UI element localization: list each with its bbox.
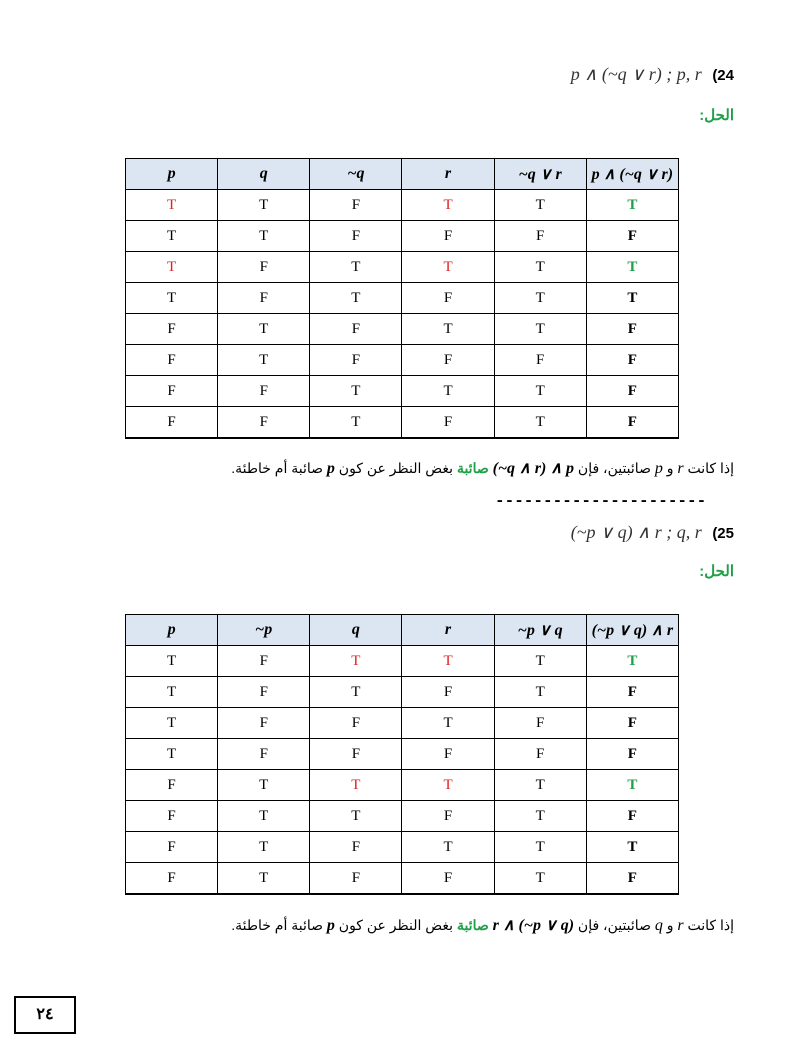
table-cell: F	[126, 863, 218, 895]
page-number: ٢٤	[14, 996, 76, 1034]
table-cell: F	[218, 739, 310, 770]
table-cell: F	[402, 739, 494, 770]
problem-24-conclusion	[74, 458, 734, 478]
table-row	[126, 314, 679, 345]
table-cell: F	[218, 376, 310, 407]
table-cell: T	[310, 252, 402, 283]
conclusion-text: صائبة أم خاطئة.	[231, 460, 324, 476]
table-cell: F	[310, 190, 402, 221]
table-cell: T	[402, 708, 494, 739]
table-cell: T	[494, 801, 586, 832]
table-cell: F	[218, 283, 310, 314]
column-header: ~p ∨ q	[494, 615, 586, 646]
table-cell: F	[126, 376, 218, 407]
column-header: q	[218, 159, 310, 190]
table-cell: T	[126, 221, 218, 252]
problem-25-solution-label: الحل:	[699, 563, 734, 580]
table-cell: T	[494, 832, 586, 863]
table-row	[126, 708, 679, 739]
table-row	[126, 646, 679, 677]
column-header: ~q ∨ r	[494, 159, 586, 190]
column-header: p	[126, 615, 218, 646]
table-cell: F	[494, 739, 586, 770]
conclusion-var: p	[326, 917, 335, 934]
table-cell: T	[494, 283, 586, 314]
table-cell: F	[310, 739, 402, 770]
table-cell: F	[310, 832, 402, 863]
table-cell: F	[402, 677, 494, 708]
table-cell: F	[586, 708, 678, 739]
column-header: p ∧ (~q ∨ r)	[586, 159, 678, 190]
table-cell: F	[586, 739, 678, 770]
table-cell: F	[586, 863, 678, 895]
table-cell: T	[126, 646, 218, 677]
separator-line: ----------------------	[495, 492, 707, 510]
table-cell: F	[126, 345, 218, 376]
table-cell: F	[126, 801, 218, 832]
table-cell: T	[494, 314, 586, 345]
table-cell: F	[494, 708, 586, 739]
problem-24-statement	[571, 64, 734, 85]
column-header: q	[310, 615, 402, 646]
table-row	[126, 221, 679, 252]
table-header-row	[126, 615, 679, 646]
table-cell: T	[310, 677, 402, 708]
table-cell: F	[494, 345, 586, 376]
table-row	[126, 677, 679, 708]
table-cell: T	[402, 832, 494, 863]
column-header: r	[402, 615, 494, 646]
table-cell: F	[402, 283, 494, 314]
table-cell: T	[126, 677, 218, 708]
table-row	[126, 190, 679, 221]
table-cell: T	[586, 770, 678, 801]
table-cell: T	[586, 283, 678, 314]
table-cell: T	[494, 190, 586, 221]
table-cell: T	[126, 190, 218, 221]
conclusion-text: إذا كانت	[687, 460, 734, 476]
conclusion-text: و	[666, 460, 674, 476]
table-cell: F	[586, 801, 678, 832]
table-cell: T	[494, 863, 586, 895]
table-row	[126, 832, 679, 863]
table-cell: F	[494, 221, 586, 252]
conclusion-text: صائبتين، فإن	[577, 917, 651, 933]
table-cell: F	[218, 252, 310, 283]
conclusion-highlight: صائبة	[456, 460, 489, 476]
table-cell: T	[586, 832, 678, 863]
table-cell: T	[218, 190, 310, 221]
table-cell: F	[402, 801, 494, 832]
truth-table-24	[125, 158, 679, 439]
table-cell: F	[310, 708, 402, 739]
table-cell: F	[218, 407, 310, 439]
table-cell: T	[126, 708, 218, 739]
table-cell: T	[310, 376, 402, 407]
table-cell: T	[126, 283, 218, 314]
conclusion-var: r	[677, 917, 684, 934]
table-cell: T	[494, 407, 586, 439]
table-cell: T	[218, 221, 310, 252]
conclusion-var: r	[677, 460, 684, 477]
table-cell: T	[402, 770, 494, 801]
table-cell: T	[218, 863, 310, 895]
table-cell: T	[218, 801, 310, 832]
truth-table-25	[125, 614, 679, 895]
table-cell: T	[126, 252, 218, 283]
table-header-row	[126, 159, 679, 190]
table-row	[126, 407, 679, 439]
column-header: ~p	[218, 615, 310, 646]
column-header: (~p ∨ q) ∧ r	[586, 615, 678, 646]
problem-24-number: (24	[712, 67, 734, 84]
table-row	[126, 863, 679, 895]
table-cell: F	[310, 221, 402, 252]
column-header: r	[402, 159, 494, 190]
table-cell: T	[218, 832, 310, 863]
problem-25-expression: (~p ∨ q) ∧ r ; q, r	[570, 522, 702, 542]
problem-24-expression: p ∧ (~q ∨ r) ; p, r	[570, 64, 702, 84]
table-cell: T	[402, 190, 494, 221]
table-cell: T	[586, 646, 678, 677]
table-cell: F	[218, 646, 310, 677]
table-row	[126, 283, 679, 314]
table-cell: T	[494, 677, 586, 708]
table-cell: F	[126, 770, 218, 801]
table-cell: T	[310, 646, 402, 677]
table-cell: T	[402, 646, 494, 677]
table-cell: F	[310, 863, 402, 895]
problem-25-number: (25	[712, 525, 734, 542]
table-cell: F	[126, 407, 218, 439]
conclusion-var: q	[654, 917, 663, 934]
conclusion-text: إذا كانت	[687, 917, 734, 933]
conclusion-text: صائبة أم خاطئة.	[231, 917, 324, 933]
conclusion-var: p	[654, 460, 663, 477]
table-row	[126, 770, 679, 801]
table-cell: T	[494, 770, 586, 801]
table-cell: F	[218, 677, 310, 708]
problem-24-solution-label: الحل:	[699, 107, 734, 124]
table-row	[126, 801, 679, 832]
table-cell: F	[126, 314, 218, 345]
table-cell: T	[310, 283, 402, 314]
conclusion-text: صائبتين، فإن	[577, 460, 651, 476]
table-cell: F	[310, 345, 402, 376]
table-cell: T	[218, 345, 310, 376]
table-cell: T	[494, 252, 586, 283]
conclusion-text: بغض النظر عن كون	[338, 917, 454, 933]
table-row	[126, 376, 679, 407]
table-cell: F	[402, 345, 494, 376]
table-cell: F	[218, 708, 310, 739]
table-cell: F	[402, 407, 494, 439]
table-cell: T	[586, 252, 678, 283]
table-cell: T	[310, 801, 402, 832]
conclusion-expression: (~q ∧ r) ∧ p	[492, 460, 575, 477]
table-row	[126, 345, 679, 376]
table-cell: T	[218, 314, 310, 345]
table-row	[126, 739, 679, 770]
table-cell: T	[402, 314, 494, 345]
table-cell: F	[402, 863, 494, 895]
conclusion-text: و	[666, 917, 674, 933]
table-cell: F	[126, 832, 218, 863]
table-cell: T	[126, 739, 218, 770]
table-cell: T	[310, 770, 402, 801]
table-cell: T	[402, 376, 494, 407]
table-cell: F	[402, 221, 494, 252]
column-header: ~q	[310, 159, 402, 190]
table-cell: T	[310, 407, 402, 439]
table-cell: F	[310, 314, 402, 345]
table-cell: F	[586, 677, 678, 708]
table-cell: F	[586, 407, 678, 439]
conclusion-text: بغض النظر عن كون	[338, 460, 454, 476]
table-cell: T	[586, 190, 678, 221]
table-cell: F	[586, 376, 678, 407]
table-cell: T	[218, 770, 310, 801]
conclusion-highlight: صائبة	[456, 917, 489, 933]
table-cell: F	[586, 314, 678, 345]
problem-25-statement	[571, 522, 734, 543]
table-cell: F	[586, 345, 678, 376]
problem-25-conclusion	[74, 915, 734, 935]
table-cell: T	[494, 646, 586, 677]
conclusion-expression: r ∧ (~p ∨ q)	[492, 917, 575, 934]
table-cell: T	[402, 252, 494, 283]
table-cell: F	[586, 221, 678, 252]
table-row	[126, 252, 679, 283]
column-header: p	[126, 159, 218, 190]
table-cell: T	[494, 376, 586, 407]
conclusion-var: p	[326, 460, 335, 477]
